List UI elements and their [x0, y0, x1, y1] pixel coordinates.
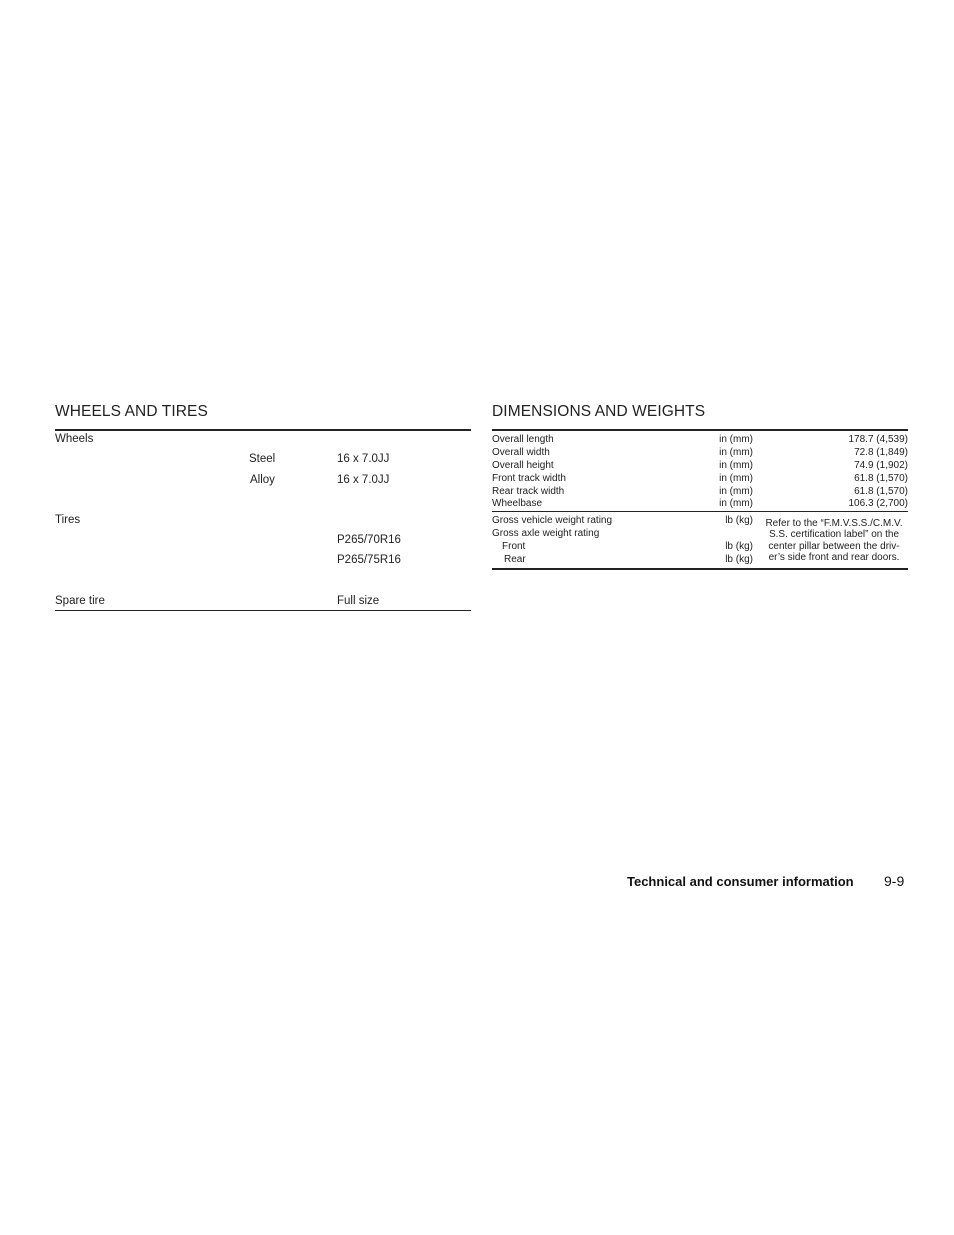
tire-size-1: P265/70R16 — [337, 534, 401, 546]
dimension-value-front-track-width: 61.8 (1,570) — [854, 473, 908, 484]
dimension-label-overall-length: Overall length — [492, 434, 554, 445]
dimensions-bottom-rule — [492, 568, 908, 570]
certification-note-line-4: er’s side front and rear doors. — [768, 551, 900, 563]
weight-label-gvwr: Gross vehicle weight rating — [492, 515, 613, 526]
dimension-label-overall-height: Overall height — [492, 460, 554, 471]
wheel-size-alloy: 16 x 7.0JJ — [337, 474, 390, 486]
dimension-unit-front-track-width: in (mm) — [719, 473, 753, 484]
weight-label-rear: Rear — [504, 554, 526, 565]
weight-unit-rear: lb (kg) — [725, 554, 753, 565]
dimension-label-rear-track-width: Rear track width — [492, 486, 565, 497]
footer-section-title: Technical and consumer information — [627, 874, 854, 889]
spare-tire-value: Full size — [337, 595, 380, 607]
wheels-tires-bottom-rule — [55, 610, 471, 611]
wheels-label: Wheels — [55, 433, 94, 445]
dimension-unit-overall-height: in (mm) — [719, 460, 753, 471]
weight-label-gawr: Gross axle weight rating — [492, 528, 600, 539]
dimensions-middle-rule — [492, 511, 908, 512]
dimensions-heading: DIMENSIONS AND WEIGHTS — [492, 403, 706, 420]
weight-unit-gvwr: lb (kg) — [725, 515, 753, 526]
tire-size-2: P265/75R16 — [337, 554, 401, 566]
wheels-tires-top-rule — [55, 429, 471, 431]
dimension-value-overall-length: 178.7 (4,539) — [848, 434, 908, 445]
certification-note-line-3: center pillar between the driv- — [768, 540, 900, 552]
dimension-unit-overall-width: in (mm) — [719, 447, 753, 458]
wheel-size-steel: 16 x 7.0JJ — [337, 453, 390, 465]
certification-note-line-1: Refer to the “F.M.V.S.S./C.M.V. — [765, 518, 903, 529]
dimension-label-wheelbase: Wheelbase — [492, 498, 543, 509]
wheel-type-steel: Steel — [249, 453, 276, 465]
dimension-unit-wheelbase: in (mm) — [719, 498, 753, 509]
wheels-tires-heading: WHEELS AND TIRES — [55, 403, 208, 420]
spare-tire-label: Spare tire — [55, 595, 105, 607]
certification-note-line-2: S.S. certification label” on the — [768, 529, 900, 541]
dimension-unit-overall-length: in (mm) — [719, 434, 753, 445]
footer-page-number: 9-9 — [884, 873, 905, 889]
dimension-label-overall-width: Overall width — [492, 447, 550, 458]
dimension-value-wheelbase: 106.3 (2,700) — [848, 498, 908, 509]
weight-unit-front: lb (kg) — [725, 541, 753, 552]
certification-note — [757, 518, 911, 563]
dimension-label-front-track-width: Front track width — [492, 473, 566, 484]
dimension-value-overall-height: 74.9 (1,902) — [854, 460, 908, 471]
weight-label-front: Front — [502, 541, 526, 552]
dimensions-top-rule — [492, 429, 908, 431]
tires-label: Tires — [55, 514, 81, 526]
wheel-type-alloy: Alloy — [250, 474, 275, 486]
dimension-unit-rear-track-width: in (mm) — [719, 486, 753, 497]
dimension-value-overall-width: 72.8 (1,849) — [854, 447, 908, 458]
dimension-value-rear-track-width: 61.8 (1,570) — [854, 486, 908, 497]
